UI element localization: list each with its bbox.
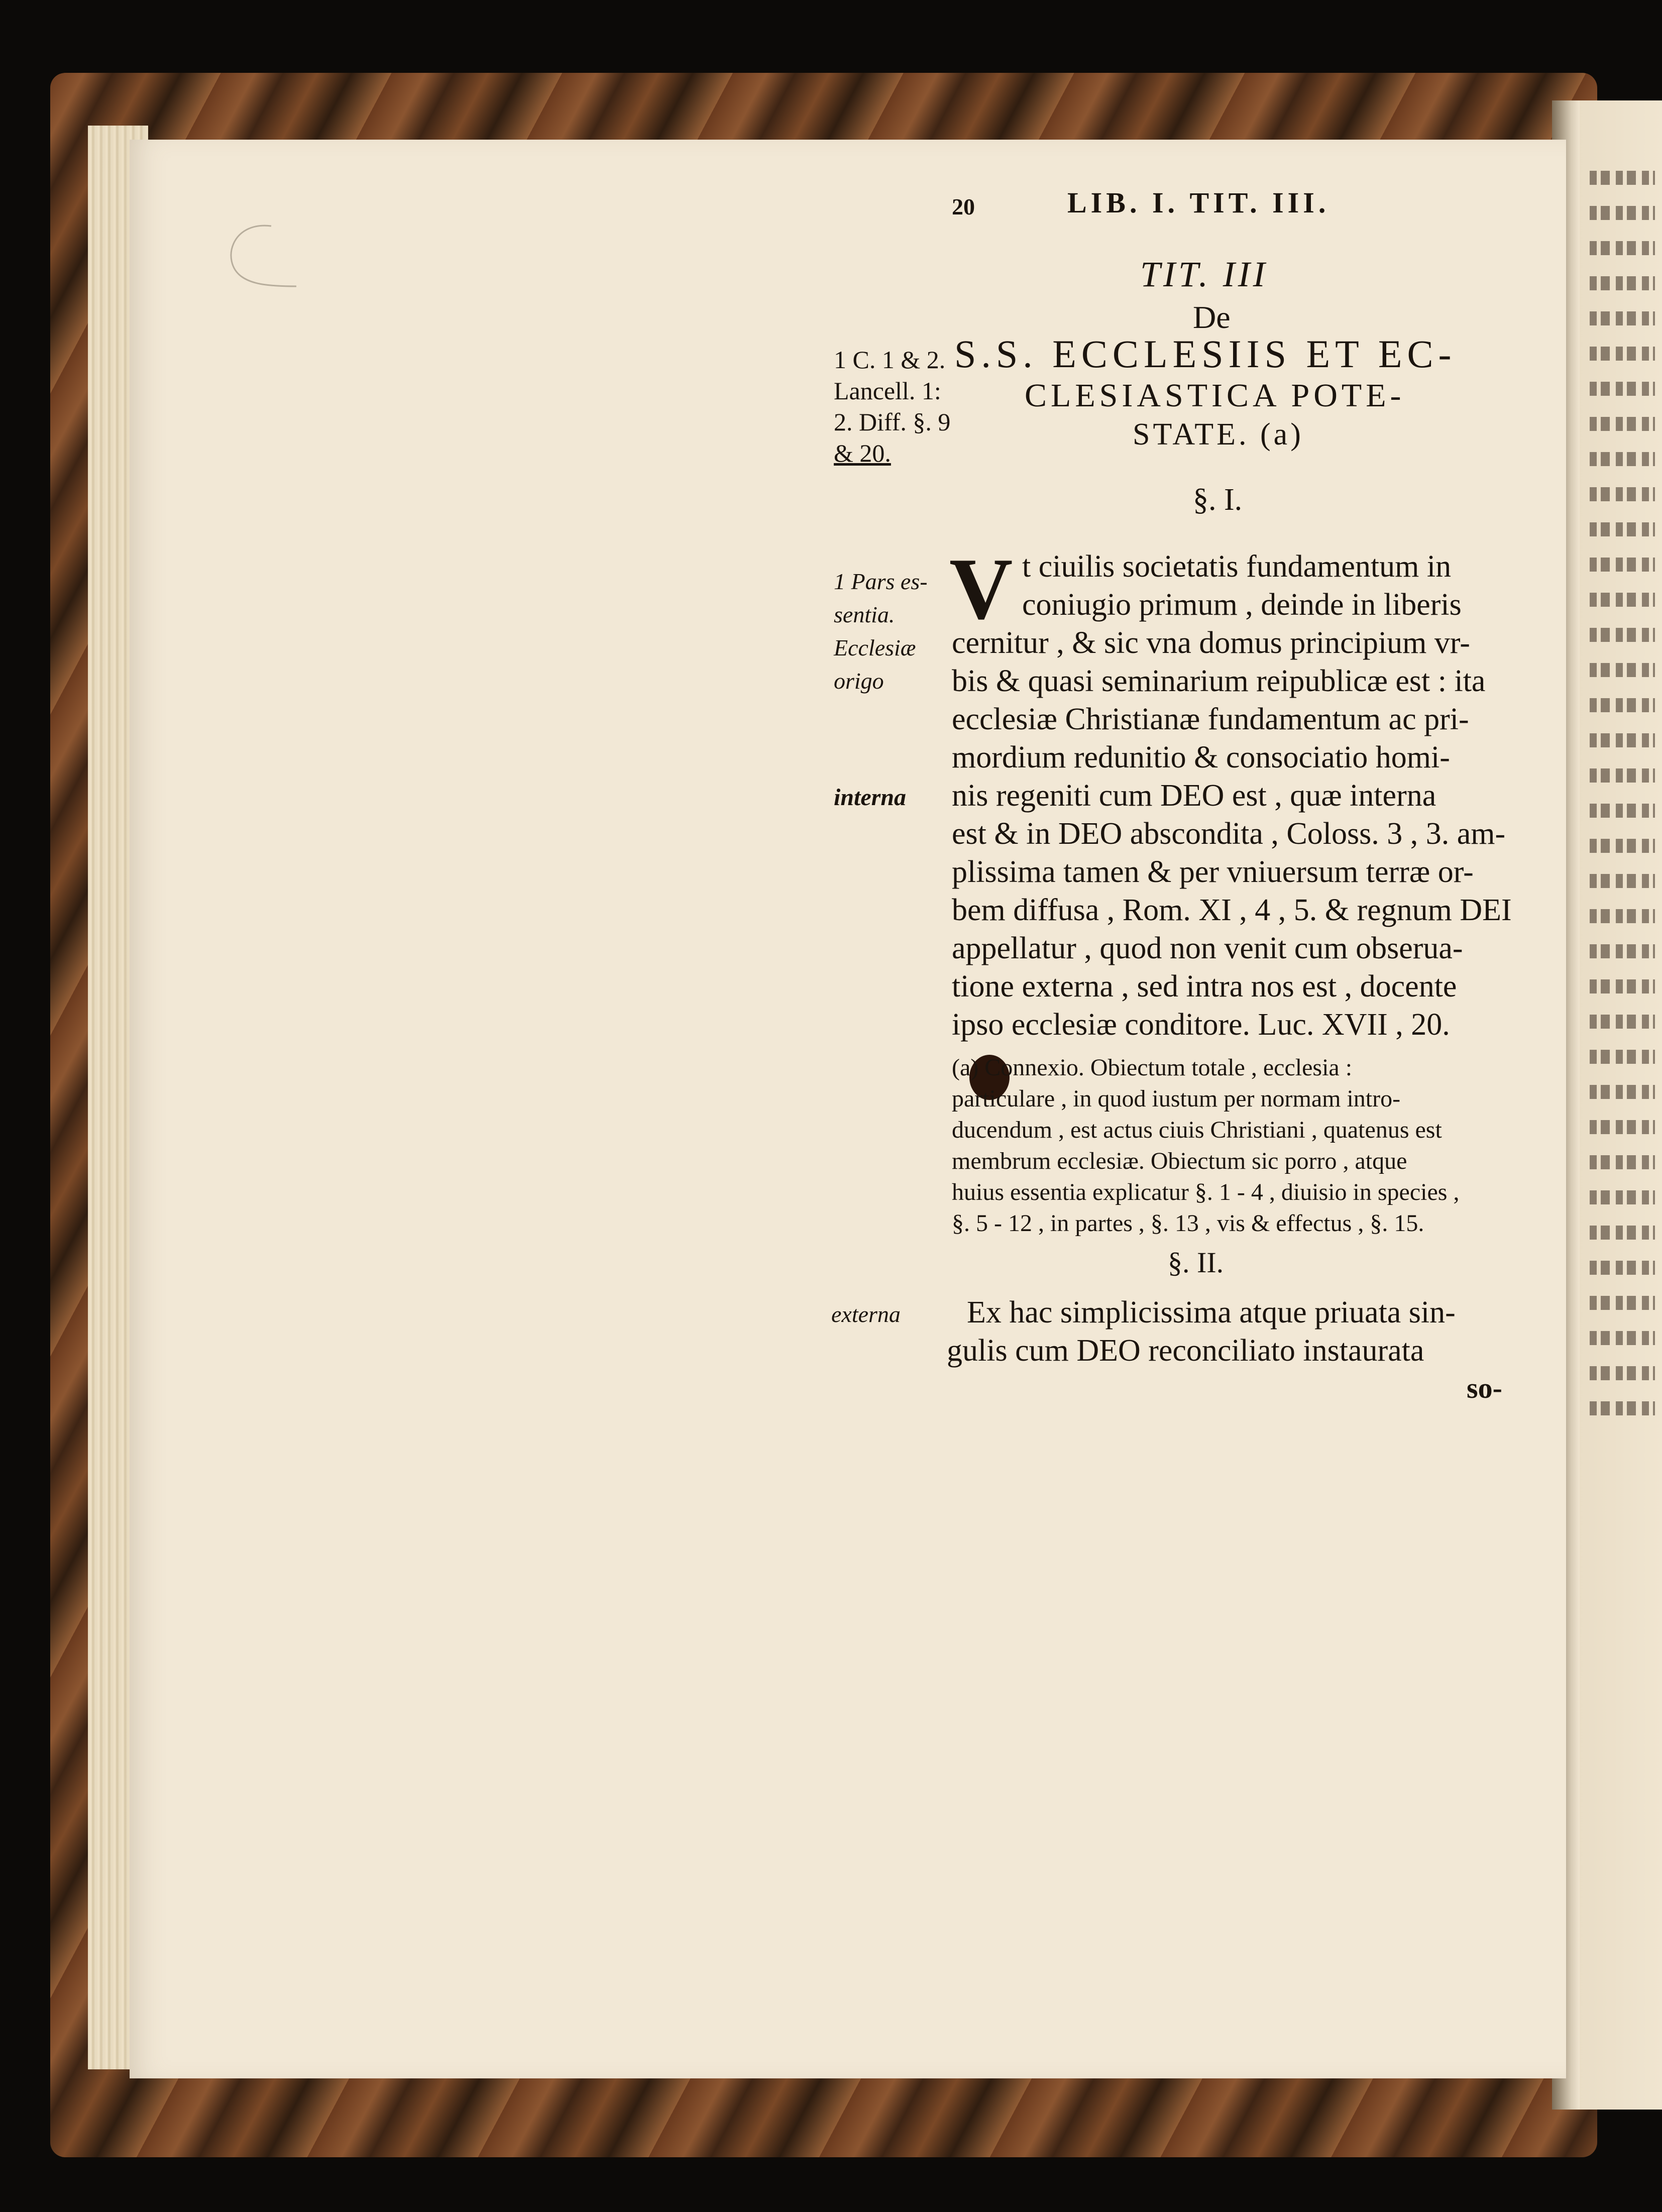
paragraph-2 [947,1293,1514,1370]
margin-externa: externa [831,1301,901,1327]
margin-note-line: sentia. [834,602,895,627]
text-line: ecclesiæ Christianæ fundamentum ac pri- [952,702,1469,736]
title-de: De [1193,299,1231,335]
section-heading-1: §. I. [1193,483,1243,517]
margin-interna: interna [834,784,907,811]
margin-ref-line: & 20. [834,439,891,467]
title-line-2: CLESIASTICA POTE- [1025,377,1405,414]
margin-reference [834,344,950,469]
margin-note-line: Ecclesiæ [834,635,916,660]
text-line: mordium redunitio & consociatio homi- [952,740,1450,775]
title-line-3: STATE. (a) [1133,417,1304,452]
text-line: Ex hac simplicissima atque priuata sin- [967,1295,1456,1330]
text-line: tione externa , sed intra nos est , docente [952,969,1457,1004]
title-tit: TIT. III [1140,254,1268,294]
section-heading-2: §. II. [1168,1246,1224,1279]
margin-ref-line: 1 C. 1 & 2. [834,346,946,374]
text-line: ipso ecclesiæ conditore. Luc. XVII , 20. [952,1008,1450,1042]
margin-note-line: origo [834,668,884,694]
text-line: est & in DEO abscondita , Coloss. 3 , 3. am- [952,817,1506,851]
footnote-line: huius essentia explicatur §. 1 - 4 , diuisio in species , [952,1179,1460,1205]
footnote-line: §. 5 - 12 , in partes , §. 13 , vis & effectus , §. 15. [952,1210,1424,1237]
text-line: bis & quasi seminarium reipublicæ est : ita [952,664,1486,698]
footnote-line: membrum ecclesiæ. Obiectum sic porro , atque [952,1148,1407,1174]
text-line: t ciuilis societatis fundamentum in [1022,549,1452,584]
text-line: gulis cum DEO reconciliato instaurata [947,1334,1424,1368]
margin-note-line: 1 Pars es- [834,569,928,594]
title-line-1: S.S. ECCLESIIS ET EC- [954,332,1457,376]
drop-cap: V [949,540,1013,637]
text-line: plissima tamen & per vniuersum terræ or- [952,855,1474,889]
footnote [952,1052,1519,1239]
footnote-line: (a) Connexio. Obiectum totale , ecclesia : [952,1054,1353,1081]
running-head: LIB. I. TIT. III. [1067,186,1330,219]
text-line: appellatur , quod non venit cum obserua- [952,931,1463,965]
paragraph-1 [952,547,1514,1044]
footnote-line: particulare , in quod iustum per normam intro- [952,1085,1401,1112]
margin-essentia [834,565,928,698]
text-line: bem diffusa , Rom. XI , 4 , 5. & regnum DEI [952,893,1512,927]
page-number: 20 [952,194,975,219]
text-line: coniugio primum , deinde in liberis [1022,588,1462,622]
text-line: cernitur , & sic vna domus principium vr- [952,626,1470,660]
facing-page-text-fragment [1590,171,1655,1477]
margin-ref-line: 2. Diff. §. 9 [834,408,951,436]
margin-ref-line: Lancell. 1: [834,377,941,405]
pencil-mark [211,216,301,296]
catchword: so- [1467,1372,1502,1404]
footnote-line: ducendum , est actus ciuis Christiani , quatenus est [952,1117,1442,1143]
text-line: nis regeniti cum DEO est , quæ interna [952,779,1436,813]
